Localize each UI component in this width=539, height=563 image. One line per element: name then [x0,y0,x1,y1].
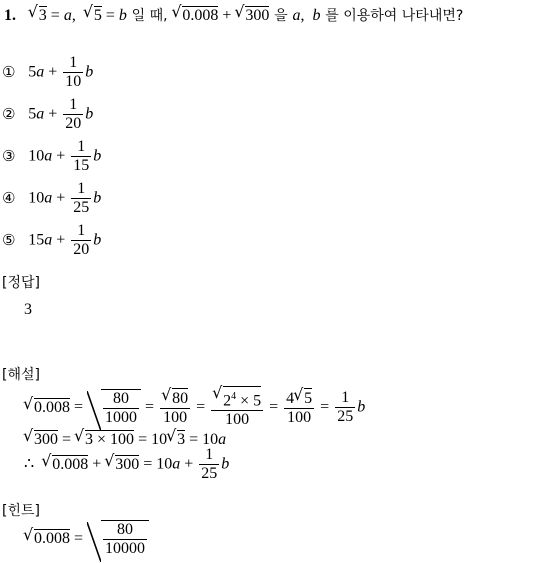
explanation-line-3: ∴ √ 0.008 + √ 300 = 10a + $\frac{1}{25}$ b [24,446,229,483]
choice-fraction: $\frac{1}{25}$ [73,180,90,216]
choice-1[interactable]: ① 5a + $\frac{1}{10}$ b [2,54,94,90]
choice-4[interactable]: ④ 10a + $\frac{1}{25}$ b [2,180,102,216]
choice-mark: ② [2,104,16,123]
choice-3[interactable]: ③ 10a + $\frac{1}{15}$ b [2,138,102,174]
answer-label: [정답] [2,275,40,291]
hint-line-1: √ 0.008 = $\frac{80}{10000}$ [24,520,149,558]
question: 1. √ 3 = a, √ 5 = b 일 때, √ 0.008 + √ 300 을 a, b 를 이용하여 나타내면? [4,6,463,24]
explanation-label: [해설] [2,367,40,383]
choice-mark: ① [2,62,16,81]
choice-2[interactable]: ② 5a + $\frac{1}{20}$ b [2,96,94,132]
choice-fraction: $\frac{1}{15}$ [73,138,90,174]
choice-coef: 10 [28,147,45,165]
choice-coef: 10 [28,189,45,207]
choice-coef: 5 [28,105,37,123]
explanation-line-2: √ 300 = √ 3 × 100 = 10√ 3 = 10a [24,430,226,448]
explanation-line-1: √ 0.008 = $\frac{80}{1000}$ = √ $\frac{80}{100}$ = √ $\frac{2^4 \times 5}{100}$ = $\frac{4√ 5}{100}$ = $\frac{1}{25}$ b [24,386,365,429]
choice-5[interactable]: ⑤ 15a + $\frac{1}{20}$ b [2,222,102,258]
choice-coef: 15 [28,231,45,249]
choice-coef: 5 [28,63,37,81]
question-number: 1. [4,7,16,24]
choice-mark: ⑤ [2,230,16,249]
choice-fraction: $\frac{1}{10}$ [65,54,82,90]
answer-value: 3 [24,301,32,318]
choice-mark: ③ [2,146,16,165]
hint-label: [힌트] [2,503,40,519]
choice-fraction: $\frac{1}{20}$ [73,222,90,258]
choice-fraction: $\frac{1}{20}$ [65,96,82,132]
question-text-when: 일 때, [131,8,168,24]
question-text-and: 를 이용하여 나타내면? [325,8,464,24]
question-text-tail: 을 [274,8,288,24]
choice-mark: ④ [2,188,16,207]
